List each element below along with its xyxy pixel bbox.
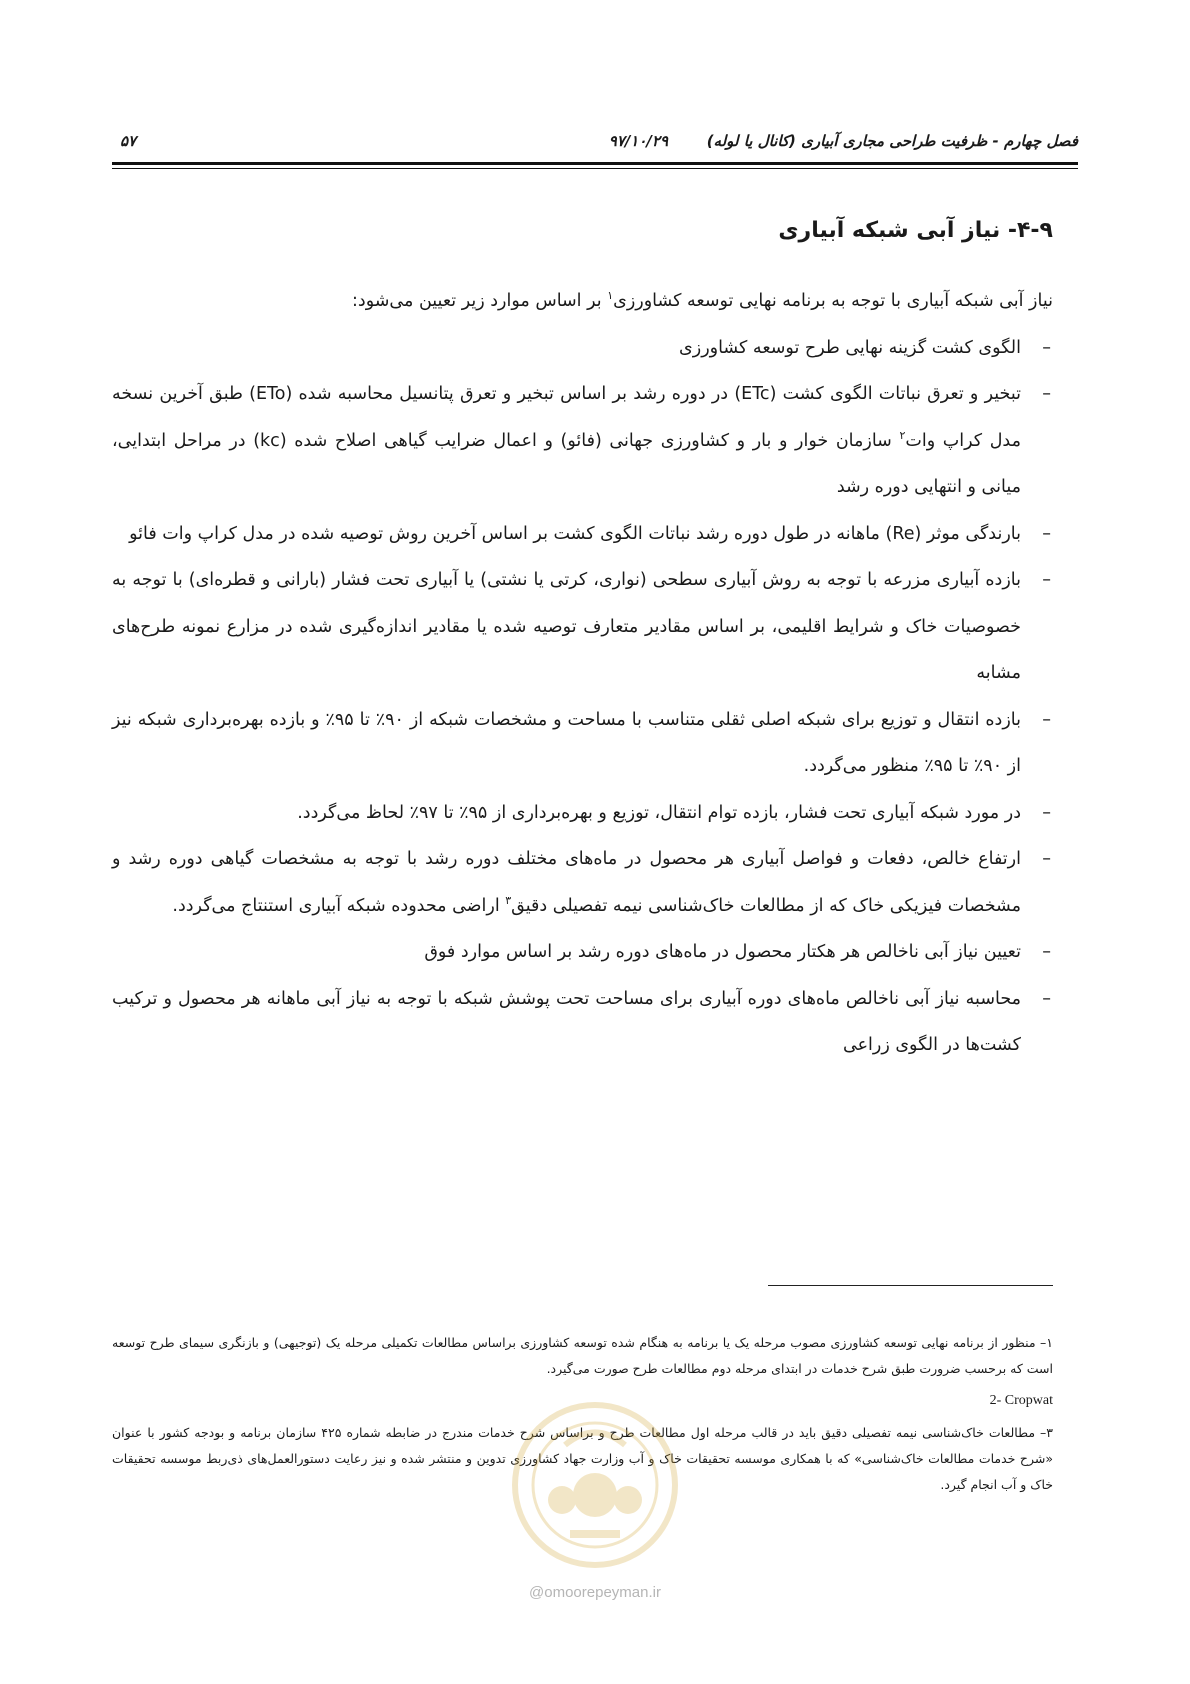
- footnote-ref-3: ۳: [505, 893, 512, 907]
- footnote-3: ۳– مطالعات خاک‌شناسی نیمه تفصیلی دقیق باید در قالب مرحله اول مطالعات طرح و براساس شرح خدمات مندرج در ضابطه شماره ۴۲۵ سازمان برنامه و بودجه کشور با عنوان «شرح خدمات مطالعات خاک‌شناسی» که با همکاری موسسه تحقیقات خاک و آب وزارت جهاد کشاورزی تدوین و منتشر شده و نیز رعایت دستورالعمل‌های ذی‌ربط موسسه تحقیقات خاک و آب انجام گیرد.: [112, 1425, 1053, 1492]
- list-item: – تبخیر و تعرق نباتات الگوی کشت (ETc) در دوره رشد بر اساس تبخیر و تعرق پتانسیل محاسبه شده (ETo) طبق آخرین نسخه مدل کراپ وات$^۲$ سازمان خوار و بار و کشاورزی جهانی (فائو) و اعمال ضرایب گیاهی اصلاح شده (kc) در مراحل ابتدایی، میانی و انتهایی دوره رشد: [112, 371, 1053, 511]
- list-item: – محاسبه نیاز آبی ناخالص ماه‌های دوره آبیاری برای مساحت تحت پوشش شبکه با توجه به نیاز آبی ماهانه هر محصول و ترکیب کشت‌ها در الگوی زراعی: [112, 976, 1053, 1069]
- list-item: – الگوی کشت گزینه نهایی طرح توسعه کشاورزی: [112, 325, 1053, 372]
- running-header: [112, 128, 1078, 164]
- list-item: – بارندگی موثر (Re) ماهانه در طول دوره رشد نباتات الگوی کشت بر اساس آخرین روش توصیه شده در مدل کراپ وات فائو: [112, 511, 1053, 558]
- section-title: ۴-۹- نیاز آبی شبکه آبیاری: [778, 218, 1053, 243]
- footnote-separator: [768, 1285, 1053, 1286]
- footnote-2: 2- Cropwat: [989, 1393, 1053, 1408]
- list-item: – بازده آبیاری مزرعه با توجه به روش آبیاری سطحی (نواری، کرتی یا نشتی) یا آبیاری تحت فشار (بارانی و قطره‌ای) با توجه به خصوصیات خاک و شرایط اقلیمی، بر اساس مقادیر متعارف توصیه شده یا مقادیر اندازه‌گیری شده در مزارع نمونه طرح‌های مشابه: [112, 557, 1053, 697]
- list-item: – بازده انتقال و توزیع برای شبکه اصلی ثقلی متناسب با مساحت و مشخصات شبکه از ۹۰٪ تا ۹۵٪ و بازده بهره‌برداری شبکه نیز از ۹۰٪ تا ۹۵٪ منظور می‌گردد.: [112, 697, 1053, 790]
- footnote-ref-2: ۲: [899, 428, 906, 442]
- requirement-list: [112, 325, 1053, 1069]
- footnote-1: ۱– منظور از برنامه نهایی توسعه کشاورزی مصوب مرحله یک یا برنامه به هنگام شده توسعه کشاورزی براساس مطالعات تکمیلی مرحله یک (توجیهی) و بازنگری سیمای طرح توسعه است که برحسب ضرورت طبق شرح خدمات در ابتدای مرحله دوم مطالعات طرح صورت می‌گیرد.: [112, 1335, 1053, 1376]
- list-item: – در مورد شبکه آبیاری تحت فشار، بازده توام انتقال، توزیع و بهره‌برداری از ۹۵٪ تا ۹۷٪ لحاظ می‌گردد.: [112, 790, 1053, 837]
- watermark-seal-icon: [510, 1400, 680, 1570]
- header-date: ۹۷/۱۰/۲۹: [608, 132, 668, 150]
- page-number: ۵۷: [120, 132, 137, 150]
- watermark-url: @omoorepeyman.ir: [529, 1584, 661, 1601]
- section-body: [112, 278, 1053, 1069]
- intro-paragraph: نیاز آبی شبکه آبیاری با توجه به برنامه نهایی توسعه کشاورزی$^۱$ بر اساس موارد زیر تعیین می‌شود:: [352, 289, 1053, 311]
- list-item: – ارتفاع خالص، دفعات و فواصل آبیاری هر محصول در ماه‌های مختلف دوره رشد با توجه به مشخصات گیاهی دوره رشد و مشخصات فیزیکی خاک که از مطالعات خاک‌شناسی نیمه تفصیلی دقیق$^۳$ اراضی محدوده شبکه آبیاری استنتاج می‌گردد.: [112, 836, 1053, 929]
- footnote-ref-1: ۱: [607, 289, 614, 303]
- list-item: – تعیین نیاز آبی ناخالص هر هکتار محصول در ماه‌های دوره رشد بر اساس موارد فوق: [112, 929, 1053, 976]
- chapter-title: فصل چهارم - ظرفیت طراحی مجاری آبیاری (کانال یا لوله): [706, 132, 1078, 150]
- header-rule-thin: [112, 168, 1078, 169]
- header-rule-thick: [112, 162, 1078, 165]
